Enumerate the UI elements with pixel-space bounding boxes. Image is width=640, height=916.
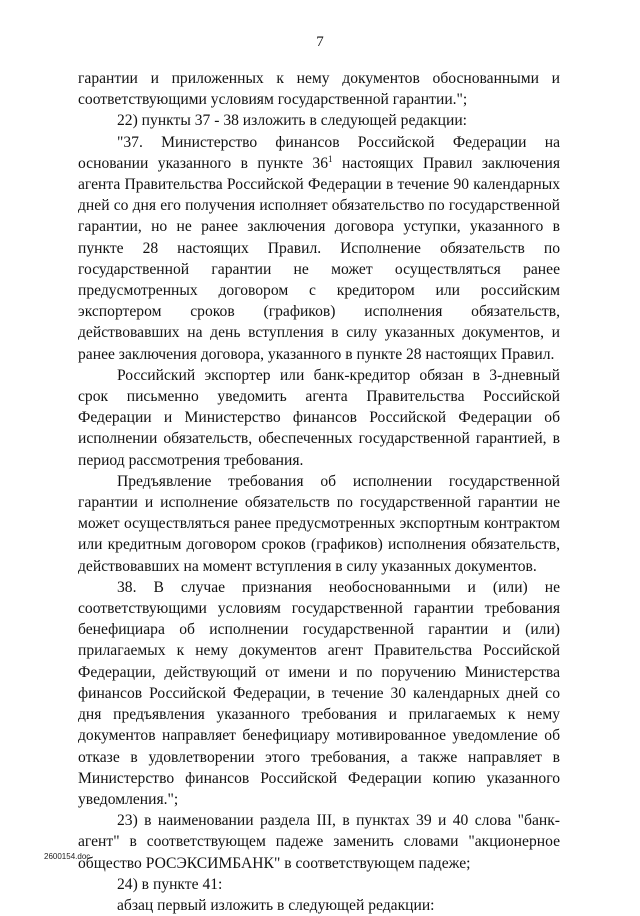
paragraph-exporter-notice: Российский экспортер или банк-кредитор обязан в 3-дневный срок письменно уведомить агента Правительства Российской Федерации и Министерство финансов Российской Федерации об исполнении обязательств, обеспеченных государственной гарантией, в период рассмотрения требования.	[78, 366, 560, 469]
paragraph-continuation: гарантии и приложенных к нему документов обоснованными и соответствующими условиям государственной гарантии.";	[78, 70, 560, 109]
footer-filename: 2600154.doc	[44, 852, 91, 861]
superscript-index: 1	[328, 153, 333, 164]
document-body	[78, 68, 560, 916]
paragraph-clause-38: 38. В случае признания необоснованными и (или) не соответствующими условиям государственной гарантии требования бенефициара об исполнении государственной гарантии и (или) прилагаемых к нему документов агент Правительства Российской Федерации, действующий от имени и по поручению Министерства финансов Российской Федерации, в течение 30 календарных дней со дня предъявления указанного требования и прилагаемых к нему документов направляет бенефициару мотивированное уведомление об отказе в удовлетворении этого требования, а также направляет в Министерство финансов Российской Федерации копию указанного уведомления.";	[78, 578, 560, 808]
paragraph-item-22: 22) пункты 37 - 38 изложить в следующей редакции:	[117, 112, 467, 130]
paragraph-first-paragraph-instruction: абзац первый изложить в следующей редакции:	[117, 896, 435, 914]
paragraph-item-24: 24) в пункте 41:	[117, 875, 223, 893]
paragraph-item-23: 23) в наименовании раздела III, в пунктах 39 и 40 слова "банк-агент" в соответствующем падеже заменить словами "акционерное общество РОСЭКСИМБАНК" в соответствующем падеже;	[78, 812, 560, 872]
paragraph-guarantee-claim: Предъявление требования об исполнении государственной гарантии и исполнение обязательств по государственной гарантии не может осуществляться ранее предусмотренных экспортным контрактом или кредитным договором сроков (графиков) исполнения обязательств, действовавших на момент вступления в силу указанных документов.	[78, 472, 560, 575]
clause-37-text-end: настоящих Правил заключения агента Правительства Российской Федерации в течение 90 календарных дней со дня его получения исполняет обязательство по государственной гарантии, но не ранее заключения договора уступки, указанного в пункте 28 настоящих Правил. Исполнение обязательств по государственной гарантии не может осуществляться ранее предусмотренных договором с кредитором или российским экспортером сроков (графиков) исполнения обязательств, действовавших на день вступления в силу указанных документов, и ранее заключения договора, указанного в пункте 28 настоящих Правил.	[78, 154, 561, 363]
clause-37-text-start: "37. Министерство финансов Российской Федерации на основании указанного в пункте 36	[78, 133, 560, 172]
page-number: 7	[316, 34, 324, 50]
paragraph-clause-37	[78, 132, 560, 365]
